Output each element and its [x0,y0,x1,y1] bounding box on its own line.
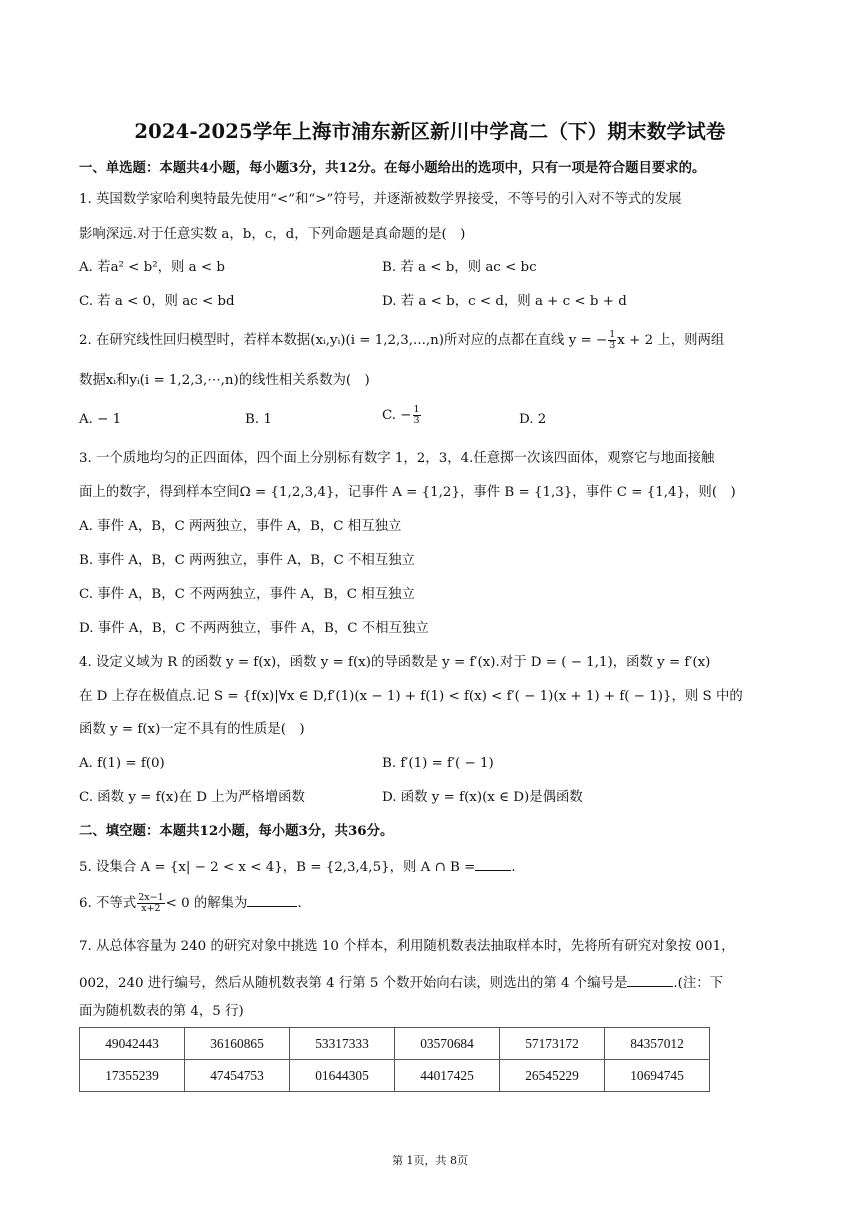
q4-stem-line2: 在 D 上存在极值点.记 S = {f(x)|∀x ∈ D,f′(1)(x − 1) + f(1) < f(x) < f′( − 1)(x + 1) + f( − 1)}，则 S 中的 [79,689,743,704]
q3-stem-line1: 3. 一个质地均匀的正四面体，四个面上分别标有数字 1，2，3，4.任意掷一次该四面体，观察它与地面接触 [79,451,715,466]
q6-answer-blank [247,893,297,907]
q5-answer-blank [475,857,511,871]
q1-option-d: D. 若 a < b，c < d，则 a + c < b + d [382,294,627,309]
table-cell: 01644305 [290,1060,395,1092]
q1-stem-line1: 1. 英国数学家哈利奥特最先使用“<”和“>”符号，并逐渐被数学界接受，不等号的引入对不等式的发展 [79,192,682,207]
q2-fraction-num: 1 [609,329,616,340]
q6-fraction-den: x+2 [141,903,161,914]
q4-option-d: D. 函数 y = f(x)(x ∈ D)是偶函数 [382,790,583,805]
page-title: 2024-2025学年上海市浦东新区新川中学高二（下）期末数学试卷 [134,120,726,143]
q1-option-a: A. 若a² < b²，则 a < b [79,260,225,275]
q7-stem-line1: 7. 从总体容量为 240 的研究对象中挑选 10 个样本，利用随机数表法抽取样本时，先将所有研究对象按 001， [79,939,735,954]
q2-stem-part1: 2. 在研究线性回归模型时，若样本数据(xᵢ,yᵢ)(i = 1,2,3,...,n)所对应的点都在直线 y = − [79,333,608,348]
table-cell: 03570684 [395,1028,500,1060]
q4-stem-line1: 4. 设定义域为 R 的函数 y = f(x)，函数 y = f(x)的导函数是 y = f′(x).对于 D = ( − 1,1)，函数 y = f′(x) [79,655,711,670]
q6-fraction-num: 2x−1 [138,892,164,903]
q2-stem-part2: x + 2 上，则两组 [617,333,725,348]
table-cell: 57173172 [500,1028,605,1060]
q2-fraction [608,330,616,351]
q3-option-a: A. 事件 A，B，C 两两独立，事件 A，B，C 相互独立 [79,519,402,534]
q3-option-c: C. 事件 A，B，C 不两两独立，事件 A，B，C 相互独立 [79,587,415,602]
q2-option-a: A. − 1 [79,412,122,427]
q2-stem-line1 [79,330,724,351]
q2-option-c-num: 1 [413,404,420,415]
section-2-heading: 二、填空题：本题共12小题，每小题3分，共36分。 [79,823,394,839]
q5-stem: 5. 设集合 A = {x| − 2 < x < 4}，B = {2,3,4,5}，则 A ∩ B = . [79,857,516,877]
page-footer: 第 1页，共 8页 [392,1154,468,1167]
q7-stem-line2 [79,973,723,993]
table-row [80,1028,710,1060]
q6-suffix: < 0 的解集为 [165,896,248,911]
q3-option-d: D. 事件 A，B，C 不两两独立，事件 A，B，C 不相互独立 [79,621,429,636]
section-1-heading: 一、单选题：本题共4小题，每小题3分，共12分。在每小题给出的选项中，只有一项是符合题目要求的。 [79,160,706,176]
q3-option-b: B. 事件 A，B，C 两两独立，事件 A，B，C 不相互独立 [79,553,415,568]
q6-fraction [137,893,164,914]
table-row [80,1060,710,1092]
q7-stem-part2: .(注：下 [673,976,724,991]
q5-text: 5. 设集合 A = {x| − 2 < x < 4}，B = {2,3,4,5}，则 A ∩ B = [79,860,476,875]
random-number-table [79,1027,710,1092]
q1-option-c: C. 若 a < 0，则 ac < bd [79,294,235,309]
table-cell: 10694745 [605,1060,710,1092]
q2-option-c [382,405,422,426]
q6-prefix: 6. 不等式 [79,896,137,911]
q7-stem-line3: 面为随机数表的第 4，5 行) [79,1004,244,1019]
q2-fraction-den: 3 [609,340,616,351]
q6-stem: 6. 不等式 $\frac{2x-1}{x+2}$ < 0 的解集为 . [79,892,302,914]
q3-stem-line2: 面上的数字，得到样本空间Ω = {1,2,3,4}，记事件 A = {1,2}，事件 B = {1,3}，事件 C = {1,4}，则( ) [79,485,736,500]
q7-answer-blank [627,973,673,987]
q2-option-d: D. 2 [519,412,547,427]
q1-stem-line2: 影响深远.对于任意实数 a，b，c，d，下列命题是真命题的是( ) [79,227,466,242]
table-cell: 17355239 [80,1060,185,1092]
table-cell: 26545229 [500,1060,605,1092]
q4-option-b: B. f′(1) = f′( − 1) [382,756,494,771]
q2-stem-line2: 数据xᵢ和yᵢ(i = 1,2,3,⋯,n)的线性相关系数为( ) [79,373,370,388]
table-cell: 84357012 [605,1028,710,1060]
q2-option-c-prefix: C. − [382,408,412,423]
q4-option-c: C. 函数 y = f(x)在 D 上为严格增函数 [79,790,305,805]
table-cell: 53317333 [290,1028,395,1060]
table-cell: 36160865 [185,1028,290,1060]
q2-option-c-den: 3 [413,415,420,426]
q4-stem-line3: 函数 y = f(x)一定不具有的性质是( ) [79,722,305,737]
table-cell: 49042443 [80,1028,185,1060]
q2-option-c-fraction [413,405,421,426]
table-cell: 44017425 [395,1060,500,1092]
q2-option-b: B. 1 [245,412,272,427]
q7-stem-part1: 002，240 进行编号，然后从随机数表第 4 行第 5 个数开始向右读，则选出的第 4 个编号是 [79,976,628,991]
q4-option-a: A. f(1) = f(0) [79,756,165,771]
q1-option-b: B. 若 a < b，则 ac < bc [382,260,537,275]
table-cell: 47454753 [185,1060,290,1092]
